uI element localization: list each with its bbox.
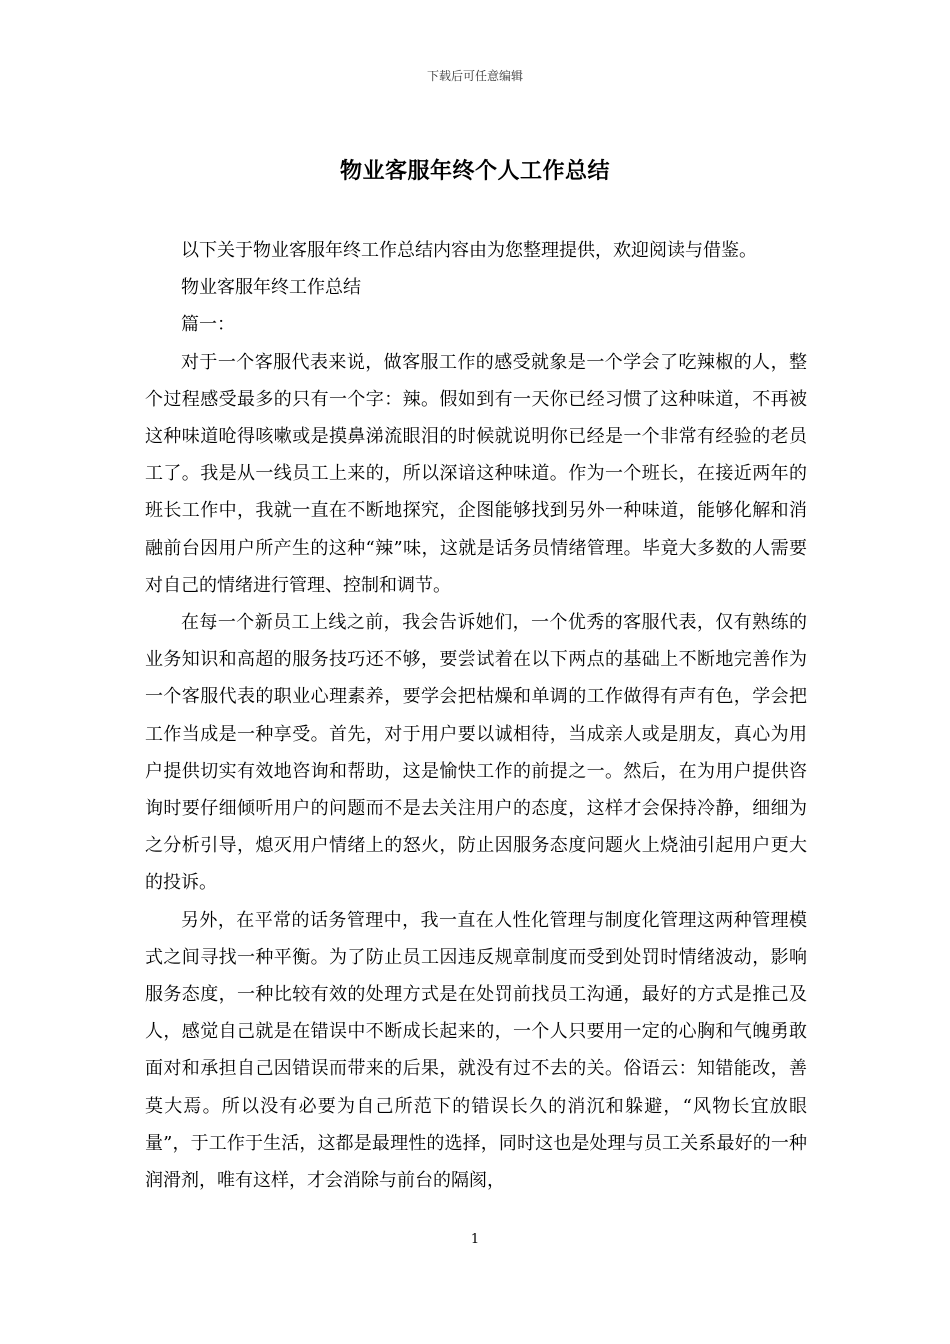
header-note: 下载后可任意编辑 <box>426 69 523 83</box>
body-paragraph-3: 另外，在平常的话务管理中，我一直在人性化管理与制度化管理这两种管理模式之间寻找一种平衡。为了防止员工因违反规章制度而受到处罚时情绪波动，影响服务态度，一种比较有效的处理方式是在处罚前找员工沟通，最好的方式是推己及人，感觉自己就是在错误中不断成长起来的，一个人只要用一定的心胸和气魄勇敢面对和承担自己因错误而带来的后果，就没有过不去的关。俗语云：知错能改，善莫大焉。所以没有必要为自己所范下的错误长久的消沉和躲避，“风物长宜放眼量”，于工作于生活，这都是最理性的选择，同时这也是处理与员工关系最好的一种润滑剂，唯有这样，才会消除与前台的隔阂， <box>145 909 807 1192</box>
body-paragraph-1: 对于一个客服代表来说，做客服工作的感受就象是一个学会了吃辣椒的人，整个过程感受最多的只有一个字：辣。假如到有一天你已经习惯了这种味道，不再被这种味道呛得咳嗽或是摸鼻涕流眼泪的时候就说明你已经是一个非常有经验的老员工了。我是从一线员工上来的，所以深谙这种味道。作为一个班长，在接近两年的班长工作中，我就一直在不断地探究，企图能够找到另外一种味道，能够化解和消融前台因用户所产生的这种“辣”味，这就是话务员情绪管理。毕竟大多数的人需要对自己的情绪进行管理、控制和调节。 <box>145 351 807 596</box>
page-number: 1 <box>470 1232 480 1247</box>
intro-paragraph: 以下关于物业客服年终工作总结内容由为您整理提供，欢迎阅读与借鉴。 <box>181 240 757 261</box>
subtitle-paragraph: 物业客服年终工作总结 <box>181 277 361 299</box>
document-title: 物业客服年终个人工作总结 <box>339 158 610 184</box>
section-label: 篇一： <box>181 314 235 336</box>
document-body <box>145 232 807 1199</box>
body-paragraph-2: 在每一个新员工上线之前，我会告诉她们，一个优秀的客服代表，仅有熟练的业务知识和高超的服务技巧还不够，要尝试着在以下两点的基础上不断地完善作为一个客服代表的职业心理素养，要学会把枯燥和单调的工作做得有声有色，学会把工作当成是一种享受。首先，对于用户要以诚相待，当成亲人或是朋友，真心为用户提供切实有效地咨询和帮助，这是愉快工作的前提之一。然后，在为用户提供咨询时要仔细倾听用户的问题而不是去关注用户的态度，这样才会保持冷静，细细为之分析引导，熄灭用户情绪上的怒火，防止因服务态度问题火上烧油引起用户更大的投诉。 <box>145 612 807 894</box>
